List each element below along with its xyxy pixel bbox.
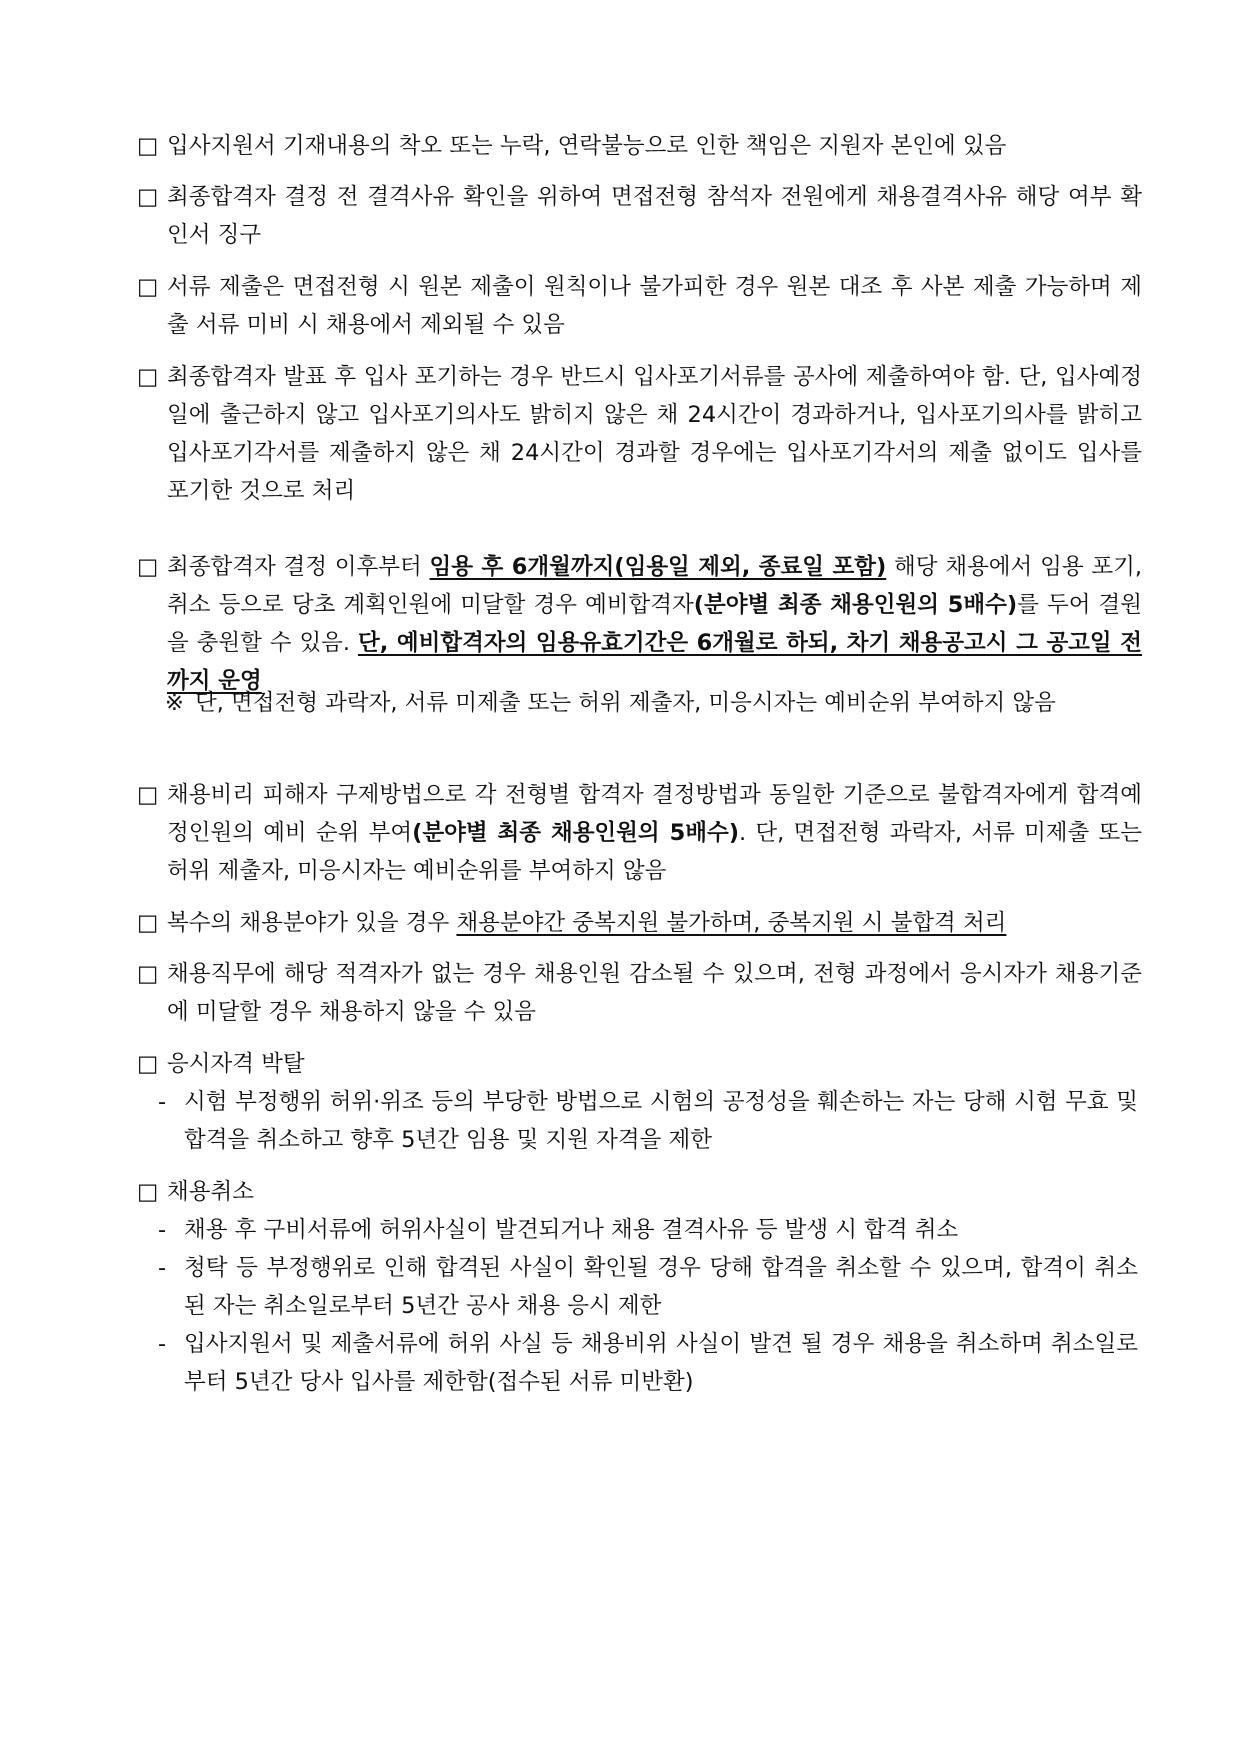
item-text: 채용직무에 해당 적격자가 없는 경우 채용인원 감소될 수 있으며, 전형 과정에서 응시자가 채용기준에 미달할 경우 채용하지 않을 수 있음 bbox=[167, 961, 1142, 1025]
dash-item bbox=[158, 1083, 1138, 1159]
item-underlined: 채용분야간 중복지원 불가하며, 중복지원 시 불합격 처리 bbox=[456, 910, 1007, 936]
item-text: 서류 제출은 면접전형 시 원본 제출이 원칙이나 불가피한 경우 원본 대조 후 사본 제출 가능하며 제출 서류 미비 시 채용에서 제외될 수 있음 bbox=[167, 274, 1142, 338]
checkbox-bullet: □ bbox=[137, 961, 159, 987]
dash-mark: - bbox=[158, 1217, 167, 1243]
notice-item-duplicate-application bbox=[137, 904, 1142, 942]
item-emphasis: 단, 예비합격자의 임용유효기간은 6개월로 하되, 차기 채용공고시 그 공고일 전까지 운영 bbox=[167, 630, 1142, 694]
section-heading: 응시자격 박탈 bbox=[167, 1051, 305, 1077]
item-emphasis: (분야별 최종 채용인원의 5배수) bbox=[693, 592, 1018, 618]
dash-text: 입사지원서 및 제출서류에 허위 사실 등 채용비위 사실이 발견 될 경우 채용을 취소하며 취소일로부터 5년간 당사 입사를 제한함(접수된 서류 미반환) bbox=[184, 1331, 1138, 1395]
item-text: 를 두어 결원을 충원할 수 있음. bbox=[167, 592, 1142, 656]
dash-mark: - bbox=[158, 1331, 167, 1357]
item-text: 채용비리 피해자 구제방법으로 각 전형별 합격자 결정방법과 동일한 기준으로 불합격자에게 합격예정인원의 예비 순위 부여 bbox=[167, 782, 1142, 846]
item-emphasis: (분야별 최종 채용인원의 5배수) bbox=[412, 820, 739, 846]
note-text: 단, 면접전형 과락자, 서류 미제출 또는 허위 제출자, 미응시자는 예비순위 부여하지 않음 bbox=[195, 690, 1056, 716]
item-text: 복수의 채용분야가 있을 경우 bbox=[167, 910, 457, 936]
item-text: 최종합격자 결정 이후부터 bbox=[167, 554, 430, 580]
notice-item-job-offer-waiver bbox=[137, 358, 1142, 510]
dash-mark: - bbox=[158, 1089, 167, 1115]
notice-item-document-submission bbox=[137, 268, 1142, 344]
notice-item-applicant-responsibility bbox=[137, 127, 1142, 165]
item-text: 최종합격자 결정 전 결격사유 확인을 위하여 면접전형 참석자 전원에게 채용결격사유 해당 여부 확인서 징구 bbox=[167, 184, 1142, 248]
checkbox-bullet: □ bbox=[137, 1179, 159, 1205]
checkbox-bullet: □ bbox=[137, 782, 159, 808]
reserve-note bbox=[165, 688, 1142, 718]
dash-item bbox=[158, 1211, 1138, 1249]
checkbox-bullet: □ bbox=[137, 184, 159, 210]
checkbox-bullet: □ bbox=[137, 364, 159, 390]
section-heading: 채용취소 bbox=[167, 1179, 254, 1205]
notice-item-eligibility-revocation bbox=[137, 1045, 1142, 1083]
notice-item-reserve-candidates bbox=[137, 548, 1142, 700]
item-text: 해당 채용에서 임용 포기, 취소 등으로 당초 계획인원에 미달할 경우 예비합격자 bbox=[167, 554, 1142, 618]
item-text: 최종합격자 발표 후 입사 포기하는 경우 반드시 입사포기서류를 공사에 제출하여야 함. 단, 입사예정일에 출근하지 않고 입사포기의사도 밝히지 않은 채 24시간이 경과하거나, 입사포기의사를 밝히고 입사포기각서를 제출하지 않은 채 24시간이 경과할 경우에는 입사포기각서의 제출 없이도 입사를 포기한 것으로 처리 bbox=[167, 364, 1142, 504]
checkbox-bullet: □ bbox=[137, 274, 159, 300]
dash-text: 시험 부정행위 허위·위조 등의 부당한 방법으로 시험의 공정성을 훼손하는 자는 당해 시험 무효 및 합격을 취소하고 향후 5년간 임용 및 지원 자격을 제한 bbox=[184, 1089, 1138, 1153]
checkbox-bullet: □ bbox=[137, 910, 159, 936]
notice-item-hiring-cancellation bbox=[137, 1173, 1142, 1211]
item-text: 입사지원서 기재내용의 착오 또는 누락, 연락불능으로 인한 책임은 지원자 본인에 있음 bbox=[167, 133, 1007, 159]
note-mark: ※ bbox=[165, 690, 184, 716]
checkbox-bullet: □ bbox=[137, 133, 159, 159]
notice-item-headcount-reduction bbox=[137, 955, 1142, 1031]
dash-mark: - bbox=[158, 1255, 167, 1281]
dash-item bbox=[158, 1249, 1138, 1325]
dash-item bbox=[158, 1325, 1138, 1401]
checkbox-bullet: □ bbox=[137, 554, 159, 580]
item-text: . 단, 면접전형 과락자, 서류 미제출 또는 허위 제출자, 미응시자는 예비순위를 부여하지 않음 bbox=[167, 820, 1142, 884]
dash-text: 청탁 등 부정행위로 인해 합격된 사실이 확인될 경우 당해 합격을 취소할 수 있으며, 합격이 취소된 자는 취소일로부터 5년간 공사 채용 응시 제한 bbox=[184, 1255, 1138, 1319]
notice-item-disqualification-check bbox=[137, 178, 1142, 254]
dash-text: 채용 후 구비서류에 허위사실이 발견되거나 채용 결격사유 등 발생 시 합격 취소 bbox=[184, 1217, 959, 1243]
checkbox-bullet: □ bbox=[137, 1051, 159, 1077]
notice-item-hiring-corruption-relief bbox=[137, 776, 1142, 890]
item-emphasis: 임용 후 6개월까지(임용일 제외, 종료일 포함) bbox=[429, 554, 887, 580]
